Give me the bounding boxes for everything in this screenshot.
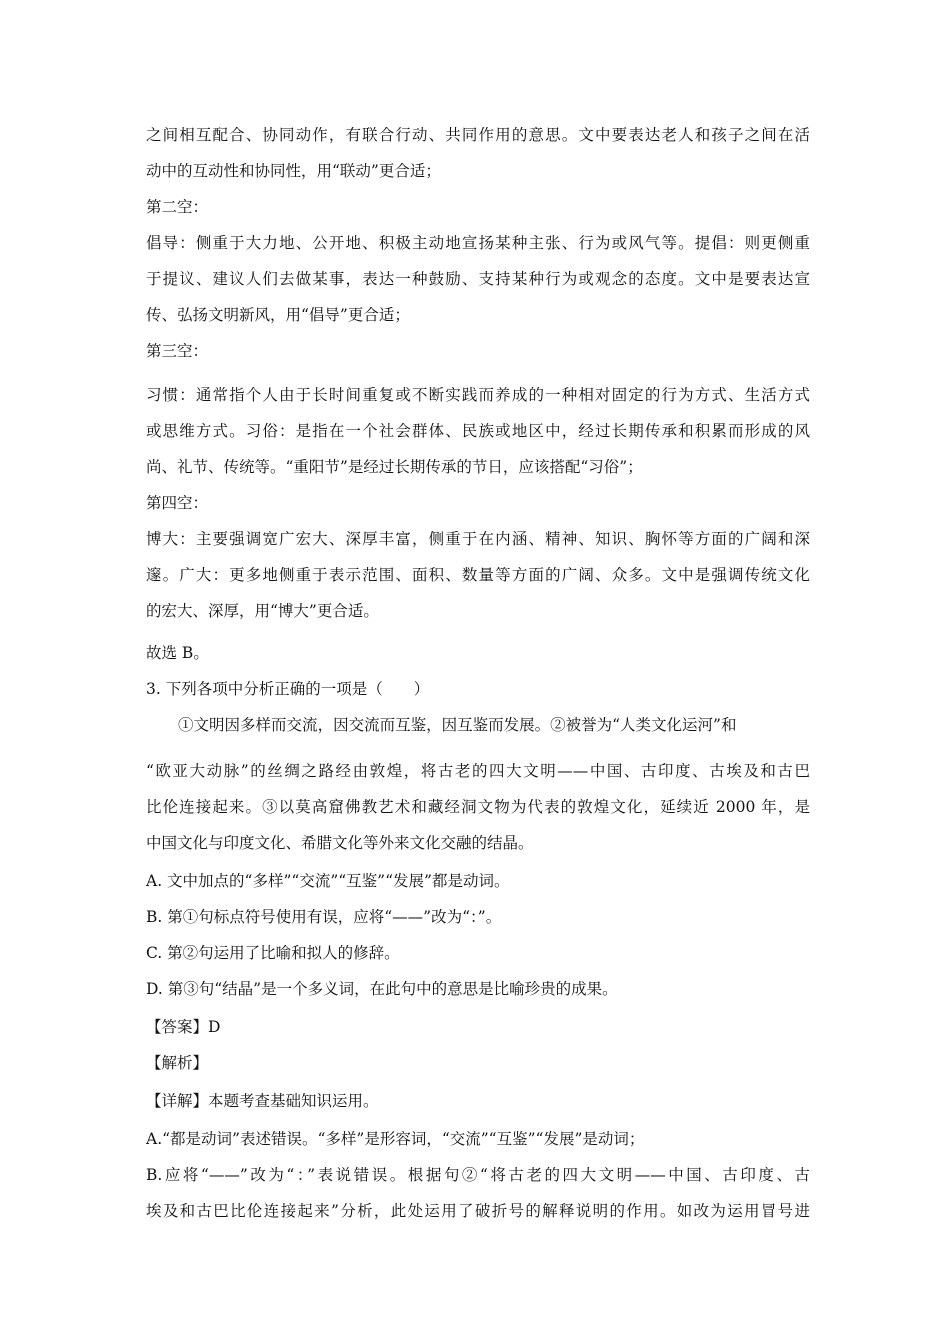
text-line: 之间相互配合、协同动作，有联合行动、共同作用的意思。文中要表达老人和孩子之间在活 [146, 126, 810, 144]
text-line: 或思维方式。习俗：是指在一个社会群体、民族或地区中，经过长期传承和积累而形成的风 [146, 422, 810, 440]
dotted-word: 交流 [286, 716, 318, 734]
section-label: 第三空： [146, 342, 209, 360]
option-a: A. 文中加点的“多样”“交流”“互鉴”“发展”都是动词。 [146, 872, 510, 890]
text-line: 尚、礼节、传统等。“重阳节”是经过长期传承的节日，应该搭配“习俗”； [146, 458, 643, 476]
text-line: 动中的互动性和协同性，用“联动”更合适； [146, 162, 441, 180]
dotted-word: 互鉴 [395, 716, 427, 734]
answer-choice: 故选 B。 [146, 644, 209, 662]
text-line: 传、弘扬文明新风，用“倡导”更合适； [146, 306, 410, 324]
option-c: C. 第②句运用了比喻和拟人的修辞。 [146, 944, 400, 962]
detail-line: A.“都是动词”表述错误。“多样”是形容词，“交流”“互鉴”“发展”是动词； [146, 1130, 645, 1148]
passage-line: ①文明因多样而交流，因交流而互鉴，因互鉴而发展。②被誉为“人类文化运河”和 [178, 716, 737, 734]
text-line: 博大：主要强调宽广宏大、深厚丰富，侧重于在内涵、精神、知识、胸怀等方面的广阔和深 [146, 530, 810, 548]
detail-line: 埃及和古巴比伦连接起来”分析，此处运用了破折号的解释说明的作用。如改为运用冒号进 [146, 1202, 810, 1220]
section-label: 第二空： [146, 198, 209, 216]
question-stem: 3. 下列各项中分析正确的一项是（ ） [146, 680, 430, 698]
text-line: 于提议、建议人们去做某事，表达一种鼓励、支持某种行为或观念的态度。文中是要表达宣 [146, 270, 810, 288]
text-line: 倡导：侧重于大力地、公开地、积极主动地宣扬某种主张、行为或风气等。提倡：则更侧重 [146, 234, 810, 252]
option-d: D. 第③句“结晶”是一个多义词，在此句中的意思是比喻珍贵的成果。 [146, 980, 618, 998]
dotted-word: 多样 [240, 716, 272, 734]
option-b: B. 第①句标点符号使用有误，应将“——”改为“：”。 [146, 908, 502, 926]
dotted-word: 发展 [503, 716, 535, 734]
answer-label: 【答案】D [146, 1018, 221, 1036]
section-label: 第四空： [146, 494, 209, 512]
text-line: 的宏大、深厚，用“博大”更合适。 [146, 602, 379, 620]
passage-line: “欧亚大动脉”的丝绸之路经由敦煌，将古老的四大文明——中国、古印度、古埃及和古巴 [146, 762, 810, 780]
passage-line: 比伦连接起来。③以莫高窟佛教艺术和藏经洞文物为代表的敦煌文化，延续近 2000 年，是 [146, 798, 810, 816]
analysis-label: 【解析】 [146, 1054, 209, 1072]
passage-line: 中国文化与印度文化、希腊文化等外来文化交融的结晶。 [146, 834, 534, 852]
detail-line: B.应将“——”改为“：”表说错误。根据句②“将古老的四大文明——中国、古印度、古 [146, 1166, 810, 1184]
detail-line: 【详解】本题考查基础知识运用。 [146, 1092, 379, 1110]
text-line: 邃。广大：更多地侧重于表示范围、面积、数量等方面的广阔、众多。文中是强调传统文化 [146, 566, 810, 584]
text-line: 习惯：通常指个人由于长时间重复或不断实践而养成的一种相对固定的行为方式、生活方式 [146, 386, 810, 404]
